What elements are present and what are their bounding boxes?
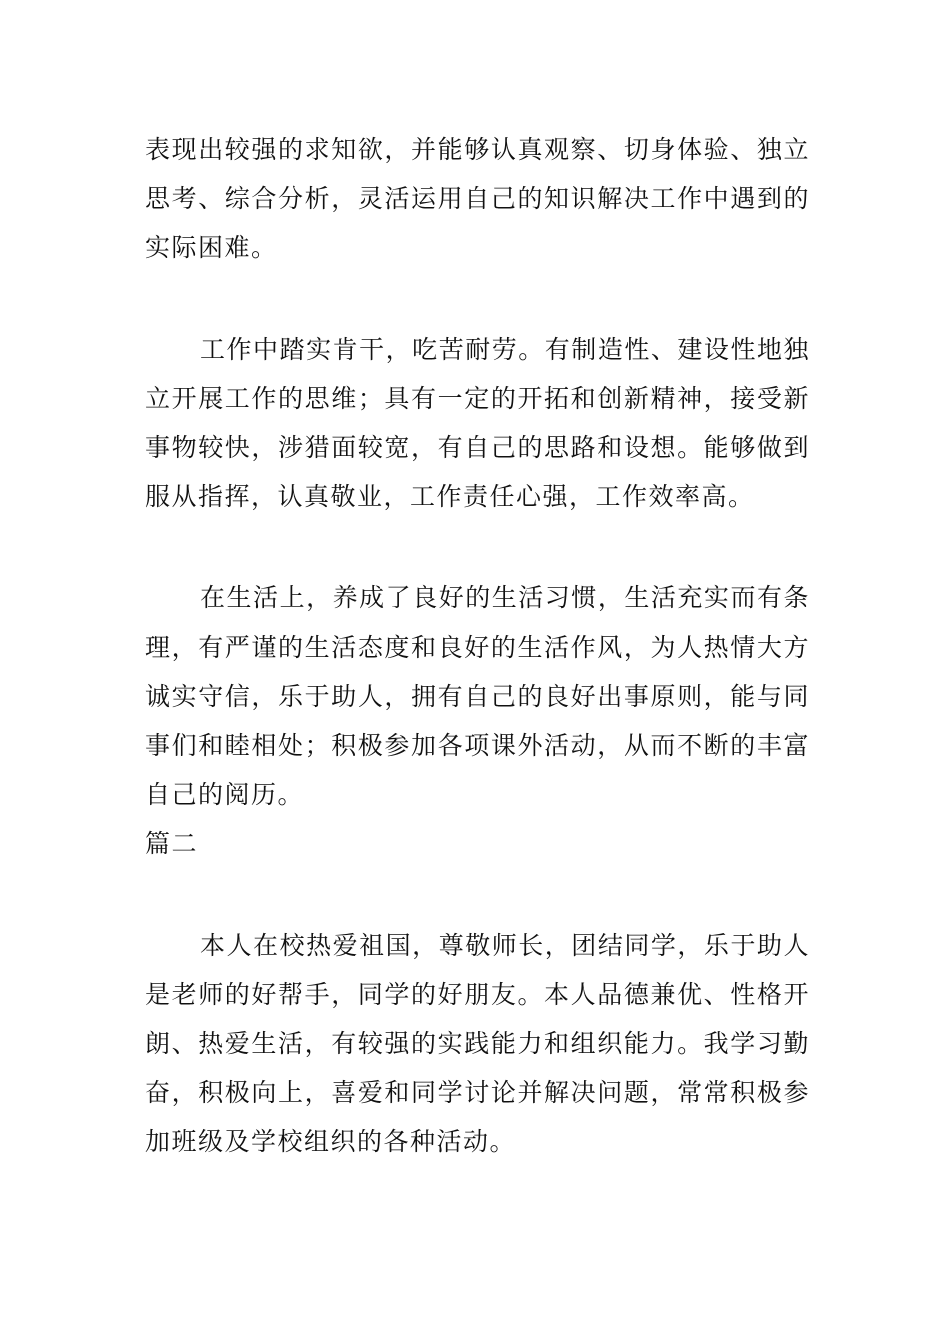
paragraph-work: 工作中踏实肯干，吃苦耐劳。有制造性、建设性地独立开展工作的思维；具有一定的开拓和创新精神，接受新事物较快，涉猎面较宽，有自己的思路和设想。能够做到服从指挥，认真敬业，工作责任心强，工作效率高。 bbox=[145, 334, 810, 512]
paragraph-life: 在生活上，养成了良好的生活习惯，生活充实而有条理，有严谨的生活态度和良好的生活作风，为人热情大方诚实守信，乐于助人，拥有自己的良好出事原则，能与同事们和睦相处；积极参加各项课外活动，从而不断的丰富自己的阅历。 bbox=[145, 583, 810, 810]
paragraph-gap bbox=[145, 273, 810, 325]
paragraph-school: 本人在校热爱祖国，尊敬师长，团结同学，乐于助人是老师的好帮手，同学的好朋友。本人品德兼优、性格开朗、热爱生活，有较强的实践能力和组织能力。我学习勤奋，积极向上，喜爱和同学讨论并解决问题，常常积极参加班级及学校组织的各种活动。 bbox=[145, 930, 810, 1157]
document-body bbox=[145, 125, 810, 1167]
paragraph-gap bbox=[145, 869, 810, 921]
paragraph-study: 表现出较强的求知欲，并能够认真观察、切身体验、独立思考、综合分析，灵活运用自己的知识解决工作中遇到的实际困难。 bbox=[145, 135, 810, 263]
paragraph-gap bbox=[145, 521, 810, 573]
section-heading: 篇二 bbox=[145, 829, 199, 859]
